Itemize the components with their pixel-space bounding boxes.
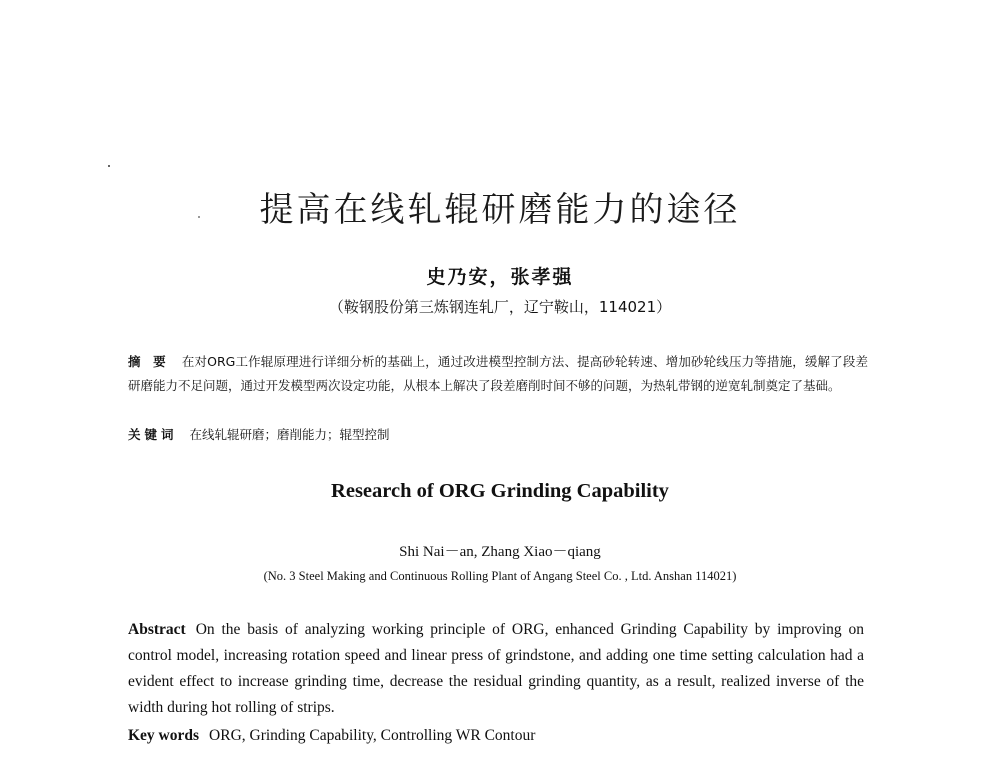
english-keywords [128, 723, 864, 749]
chinese-affiliation: （鞍钢股份第三炼钢连轧厂，辽宁鞍山，114021） [328, 298, 672, 316]
chinese-keywords-text: 在线轧辊研磨；磨削能力；辊型控制 [189, 427, 390, 442]
chinese-keywords-label: 关键词 [128, 427, 178, 442]
english-authors: Shi Nai－an, Zhang Xiao－qiang [399, 544, 601, 560]
english-abstract-label: Abstract [128, 621, 186, 638]
english-title: Research of ORG Grinding Capability [331, 480, 669, 502]
english-affiliation: (No. 3 Steel Making and Continuous Rolling Plant of Angang Steel Co. , Ltd. Anshan 114021) [263, 569, 737, 583]
chinese-abstract-label: 摘 要 [128, 354, 170, 369]
chinese-keywords [128, 423, 868, 447]
chinese-abstract-text: 在对ORG工作辊原理进行详细分析的基础上，通过改进模型控制方法、提高砂轮转速、增加砂轮线压力等措施，缓解了段差研磨能力不足问题，通过开发模型两次设定功能，从根本上解决了段差磨削时间不够的问题，为热轧带钢的逆宽轧制奠定了基础。 [128, 354, 868, 393]
chinese-title: 提高在线轧辊研磨能力的途径 [259, 190, 741, 230]
english-abstract [128, 617, 864, 721]
english-keywords-text: ORG, Grinding Capability, Controlling WR Contour [209, 727, 536, 744]
scan-speck [108, 165, 110, 167]
english-abstract-text: On the basis of analyzing working principle of ORG, enhanced Grinding Capability by improving on control model, increasing rotation speed and linear press of grindstone, and adding one time setting calculation had a evident effect to increase grinding time, decrease the residual grinding quantity, as a result, realized inverse of the width during hot rolling of strips. [128, 621, 864, 716]
chinese-authors: 史乃安，张孝强 [426, 266, 574, 288]
english-keywords-label: Key words [128, 727, 200, 744]
chinese-abstract [128, 350, 868, 398]
